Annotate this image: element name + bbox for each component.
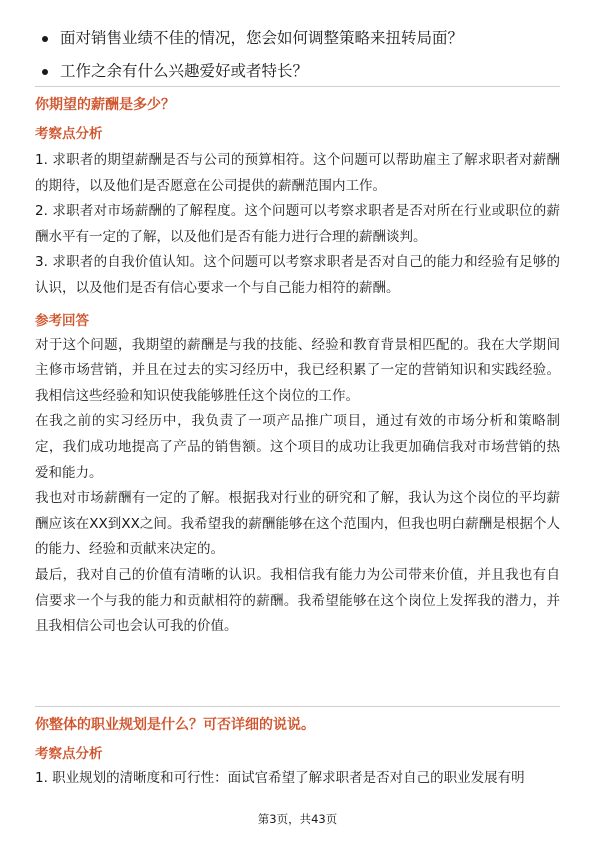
analysis-heading: 考察点分析 bbox=[35, 126, 103, 142]
section-divider bbox=[35, 706, 560, 707]
analysis-paragraph: 2. 求职者对市场薪酬的了解程度。这个问题可以考察求职者是否对所在行业或职位的薪酬水平有一定的了解，以及他们是否有能力进行合理的薪酬谈判。 bbox=[35, 203, 560, 245]
bullet-item bbox=[38, 55, 558, 88]
analysis-paragraph: 3. 求职者的自我价值认知。这个问题可以考察求职者是否对自己的能力和经验有足够的认识，以及他们是否有信心要求一个与自己能力相符的薪酬。 bbox=[35, 254, 560, 296]
answer-paragraph: 对于这个问题，我期望的薪酬是与我的技能、经验和教育背景相匹配的。我在大学期间主修市场营销，并且在过去的实习经历中，我已经积累了一定的营销知识和实践经验。我相信这些经验和知识使我能够胜任这个岗位的工作。 bbox=[35, 336, 560, 404]
bullet-text: 工作之余有什么兴趣爱好或者特长？ bbox=[60, 62, 309, 80]
page-number: 第3页，共43页 bbox=[257, 812, 338, 826]
analysis-paragraph: 1. 求职者的期望薪酬是否与公司的预算相符。这个问题可以帮助雇主了解求职者对薪酬的期待，以及他们是否愿意在公司提供的薪酬范围内工作。 bbox=[35, 152, 560, 194]
section-divider bbox=[35, 86, 560, 87]
question-heading: 你期望的薪酬是多少？ bbox=[35, 97, 175, 113]
bullet-dot-icon bbox=[42, 69, 48, 75]
bullet-item bbox=[38, 22, 558, 55]
section-career-plan bbox=[35, 714, 560, 792]
bullet-dot-icon bbox=[42, 36, 48, 42]
bullet-text: 面对销售业绩不佳的情况，您会如何调整策略来扭转局面？ bbox=[60, 29, 464, 47]
question-heading: 你整体的职业规划是什么？可否详细的说说。 bbox=[35, 717, 315, 733]
answer-heading: 参考回答 bbox=[35, 312, 89, 329]
answer-paragraph: 最后，我对自己的价值有清晰的认识。我相信我有能力为公司带来价值，并且我也有自信要求一个与我的能力和贡献相符的薪酬。我希望能够在这个岗位上发挥我的潜力，并且我相信公司也会认可我的价值。 bbox=[35, 566, 560, 635]
bullet-list bbox=[38, 22, 558, 88]
answer-paragraph: 我也对市场薪酬有一定的了解。根据我对行业的研究和了解，我认为这个岗位的平均薪酬应该在XX到XX之间。我希望我的薪酬能够在这个范围内，但我也明白薪酬是根据个人的能力、经验和贡献来决定的。 bbox=[35, 490, 560, 558]
section-salary bbox=[35, 94, 560, 640]
analysis-paragraph: 1. 职业规划的清晰度和可行性：面试官希望了解求职者是否对自己的职业发展有明 bbox=[35, 770, 525, 786]
analysis-heading: 考察点分析 bbox=[35, 746, 103, 762]
answer-paragraph: 在我之前的实习经历中，我负责了一项产品推广项目，通过有效的市场分析和策略制定，我们成功地提高了产品的销售额。这个项目的成功让我更加确信我对市场营销的热爱和能力。 bbox=[35, 413, 560, 481]
